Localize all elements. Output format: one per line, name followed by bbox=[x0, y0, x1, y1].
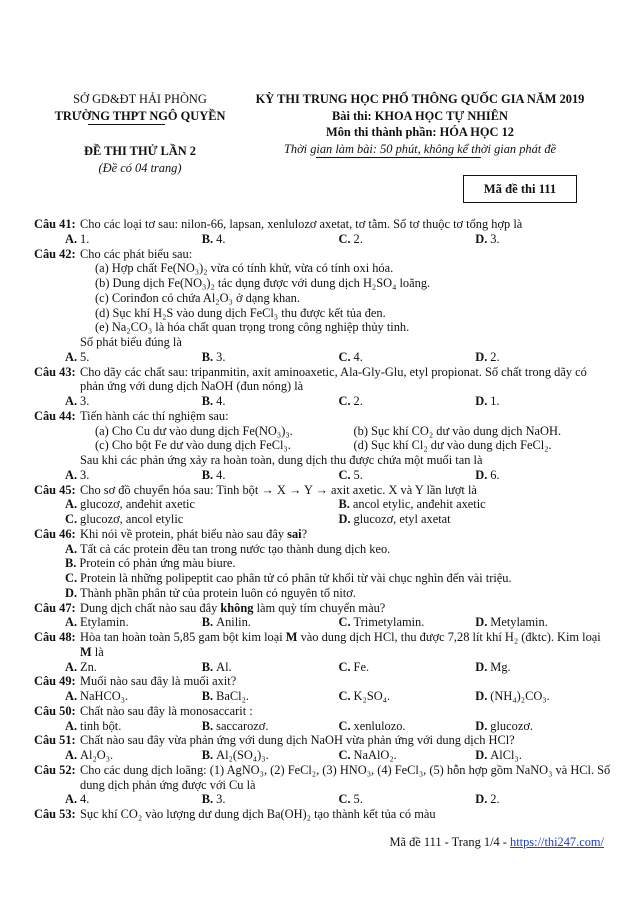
options-row bbox=[34, 512, 612, 527]
question-number: Câu 43: bbox=[34, 364, 76, 379]
option-letter: C. bbox=[338, 231, 351, 246]
statement-row bbox=[34, 438, 612, 453]
statement: (a) Hợp chất Fe(NO₃)₂ vừa có tính khử, vừa có tính oxi hóa. bbox=[95, 261, 394, 276]
question-prompt: Sau khi các phản ứng xảy ra hoàn toàn, dung dịch thu được chứa một muối tan là bbox=[80, 453, 483, 467]
answer-option[interactable] bbox=[65, 232, 202, 247]
question-number: Câu 53: bbox=[34, 807, 76, 821]
answer-option[interactable] bbox=[202, 350, 339, 365]
option-letter: C. bbox=[338, 659, 351, 674]
answer-option[interactable] bbox=[339, 792, 476, 807]
answer-option[interactable] bbox=[65, 792, 202, 807]
option-letter: C. bbox=[338, 718, 351, 733]
option-text: 4. bbox=[80, 792, 90, 807]
option-letter: A. bbox=[65, 467, 78, 482]
option-letter: A. bbox=[65, 394, 78, 408]
options-row bbox=[34, 232, 612, 247]
question-text: Tiến hành các thí nghiệm sau: bbox=[80, 408, 229, 423]
statement: (c) Cho bột Fe dư vào dung dịch FeCl₃. bbox=[95, 438, 291, 453]
option-text: glucozơ, etyl axetat bbox=[353, 512, 451, 526]
option-text: Etylamin. bbox=[80, 615, 129, 630]
option-letter: A. bbox=[65, 718, 78, 733]
options-row bbox=[34, 586, 612, 601]
question-stem bbox=[34, 704, 612, 719]
question bbox=[34, 807, 612, 822]
option-letter: B. bbox=[201, 792, 214, 807]
options-row bbox=[34, 497, 612, 512]
question-text: là bbox=[91, 644, 104, 659]
option-letter: A. bbox=[65, 659, 78, 674]
question-text-emphasis: M bbox=[80, 644, 92, 659]
answer-option[interactable] bbox=[339, 719, 476, 734]
option-text: Thành phần phân tử của protein luôn có nguyên tố nitơ. bbox=[80, 585, 356, 600]
answer-option[interactable] bbox=[202, 660, 339, 675]
option-text: K₂SO₄. bbox=[353, 689, 391, 703]
answer-option[interactable] bbox=[339, 232, 476, 247]
option-letter: A. bbox=[65, 497, 78, 512]
question-stem bbox=[34, 807, 612, 822]
statement: (d) Sục khí Cl₂ dư vào dung dịch FeCl₂. bbox=[353, 438, 552, 453]
question-stem bbox=[34, 365, 612, 395]
option-text: 2. bbox=[353, 231, 363, 246]
question-text: Chất nào sau đây vừa phản ứng với dung dịch NaOH vừa phản ứng với dung dịch HCl? bbox=[80, 733, 515, 748]
answer-option[interactable] bbox=[475, 792, 612, 807]
question-number: Câu 47: bbox=[34, 600, 76, 615]
options-row bbox=[34, 350, 612, 365]
answer-option[interactable] bbox=[339, 350, 476, 365]
option-text: 3. bbox=[216, 349, 226, 364]
answer-option[interactable] bbox=[202, 748, 339, 763]
option-letter: C. bbox=[65, 571, 78, 585]
question-number: Câu 41: bbox=[34, 217, 76, 231]
statement-row bbox=[34, 424, 612, 439]
school-name: TRƯỜNG THPT NGÔ QUYỀN bbox=[54, 108, 226, 123]
question-text: Sục khí CO₂ vào lượng dư dung dịch Ba(OH)₂ tạo thành kết tủa có màu bbox=[80, 807, 436, 821]
answer-option[interactable] bbox=[65, 571, 605, 586]
option-text: 3. bbox=[80, 394, 90, 408]
question-stem bbox=[34, 483, 612, 498]
option-text: (NH₄)₂CO₃. bbox=[490, 689, 550, 703]
option-text: tinh bột. bbox=[80, 718, 122, 733]
answer-option[interactable] bbox=[339, 689, 476, 704]
option-text: ancol etylic, anđehit axetic bbox=[352, 497, 486, 512]
option-text: 2. bbox=[490, 349, 500, 364]
question-number: Câu 52: bbox=[34, 762, 76, 777]
option-letter: D. bbox=[338, 512, 351, 526]
question bbox=[34, 247, 612, 365]
question-stem bbox=[34, 733, 612, 748]
option-letter: C. bbox=[338, 689, 351, 703]
options-row bbox=[34, 689, 612, 704]
answer-option[interactable] bbox=[475, 615, 612, 630]
option-text: glucozơ, ancol etylic bbox=[80, 512, 184, 526]
option-letter: B. bbox=[201, 349, 214, 364]
option-letter: D. bbox=[475, 231, 488, 246]
option-text: AlCl₃. bbox=[490, 748, 522, 762]
question-text: Cho các dung dịch loãng: (1) AgNO₃, (2) FeCl₂, (3) HNO₃, (4) FeCl₃, (5) hỗn hợp gồm NaNO₃ và HCl. Số dung dịch phản ứng được với Cu là bbox=[80, 762, 611, 792]
option-letter: A. bbox=[65, 231, 78, 246]
question-text: Dung dịch chất nào sau đây bbox=[80, 600, 221, 615]
department-name: SỞ GD&ĐT HẢI PHÒNG bbox=[73, 92, 207, 106]
website-link[interactable]: https://thi247.com/ bbox=[510, 835, 604, 849]
option-letter: B. bbox=[65, 556, 77, 571]
question-list bbox=[34, 217, 612, 822]
exam-code-box: Mã đề thi 111 bbox=[463, 175, 577, 203]
question bbox=[34, 483, 612, 527]
answer-option[interactable] bbox=[475, 689, 612, 704]
option-text: 4. bbox=[216, 231, 226, 246]
option-text: Protein là những polipeptit cao phân tử có phân tử khối từ vài chục nghìn đến vài triệu. bbox=[80, 571, 512, 585]
option-letter: C. bbox=[338, 615, 351, 630]
option-text: Metylamin. bbox=[490, 615, 548, 630]
question bbox=[34, 527, 612, 601]
question-number: Câu 45: bbox=[34, 482, 76, 497]
option-letter: C. bbox=[65, 512, 78, 526]
time-underline bbox=[316, 157, 481, 158]
option-text: Al₂(SO₄)₃. bbox=[216, 748, 269, 762]
answer-option[interactable] bbox=[65, 660, 202, 675]
question-number: Câu 51: bbox=[34, 733, 76, 748]
options-row bbox=[34, 719, 612, 734]
option-text: 4. bbox=[216, 467, 226, 482]
option-letter: D. bbox=[65, 585, 78, 600]
option-text: Tất cả các protein đều tan trong nước tạo thành dung dịch keo. bbox=[80, 541, 391, 556]
option-text: saccarozơ. bbox=[216, 718, 269, 733]
statement: (d) Sục khí H₂S vào dung dịch FeCl₃ thu được kết tủa đen. bbox=[95, 305, 386, 320]
option-letter: B. bbox=[201, 231, 214, 246]
option-letter: B. bbox=[201, 394, 214, 408]
options-row bbox=[34, 660, 612, 675]
exam-round: ĐỀ THI THỬ LẦN 2 bbox=[84, 144, 196, 158]
answer-option[interactable] bbox=[202, 719, 339, 734]
option-letter: B. bbox=[201, 718, 214, 733]
options-row bbox=[34, 556, 612, 571]
answer-option[interactable] bbox=[202, 468, 339, 483]
question bbox=[34, 763, 612, 807]
answer-option[interactable] bbox=[65, 556, 605, 571]
question-stem bbox=[34, 763, 612, 793]
pages-note: (Đề có 04 trang) bbox=[98, 160, 182, 175]
option-text: xenlulozo. bbox=[353, 718, 406, 733]
answer-option[interactable] bbox=[339, 748, 476, 763]
option-letter: D. bbox=[475, 394, 488, 408]
option-letter: D. bbox=[475, 349, 488, 364]
answer-option[interactable] bbox=[339, 497, 613, 512]
test-name: Bài thi: KHOA HỌC TỰ NHIÊN bbox=[332, 108, 508, 123]
answer-option[interactable] bbox=[65, 689, 202, 704]
question-number: Câu 44: bbox=[34, 408, 76, 423]
answer-option[interactable] bbox=[339, 512, 613, 527]
option-text: 3. bbox=[490, 231, 500, 246]
question-stem bbox=[34, 674, 612, 689]
question-text: Chất nào sau đây là monosaccarit : bbox=[80, 703, 253, 718]
answer-option[interactable] bbox=[339, 468, 476, 483]
exam-title: KỲ THI TRUNG HỌC PHỔ THÔNG QUỐC GIA NĂM 2019 bbox=[255, 92, 585, 106]
question-text: Cho các phát biểu sau: bbox=[80, 246, 193, 261]
option-text: NaHCO₃. bbox=[80, 689, 129, 703]
option-text: 4. bbox=[353, 349, 363, 364]
subject: Môn thi thành phần: HÓA HỌC 12 bbox=[326, 125, 514, 139]
question bbox=[34, 217, 612, 247]
options-row bbox=[34, 542, 612, 557]
answer-option[interactable] bbox=[202, 615, 339, 630]
page-footer bbox=[389, 835, 604, 850]
option-text: 1. bbox=[80, 231, 90, 246]
statement: (c) Corinđon có chứa Al₂O₃ ở dạng khan. bbox=[95, 290, 300, 305]
options-row bbox=[34, 792, 612, 807]
question-text: Cho các loại tơ sau: nilon-66, lapsan, xenlulozơ axetat, tơ tằm. Số tơ thuộc tơ tổng hợp là bbox=[80, 217, 523, 231]
option-text: 2. bbox=[353, 394, 363, 408]
answer-option[interactable] bbox=[475, 719, 612, 734]
option-text: Mg. bbox=[490, 659, 511, 674]
school-underline bbox=[88, 124, 165, 125]
statement: (b) Dung dịch Fe(NO₃)₂ tác dụng được với dung dịch H₂SO₄ loãng. bbox=[95, 276, 431, 290]
question-text-emphasis: M bbox=[285, 630, 298, 644]
option-text: BaCl₂. bbox=[216, 689, 250, 703]
option-letter: A. bbox=[65, 689, 78, 703]
option-letter: D. bbox=[475, 615, 488, 630]
question-number: Câu 48: bbox=[34, 630, 76, 644]
question-text-emphasis: sai bbox=[287, 526, 302, 541]
option-letter: B. bbox=[201, 748, 214, 762]
question-text: ? bbox=[301, 526, 308, 541]
statement: (a) Cho Cu dư vào dung dịch Fe(NO₃)₃. bbox=[95, 423, 293, 438]
question-stem bbox=[34, 409, 612, 424]
answer-option[interactable] bbox=[65, 394, 202, 409]
question-prompt: Số phát biểu đúng là bbox=[80, 335, 182, 349]
answer-option[interactable] bbox=[65, 468, 202, 483]
option-letter: A. bbox=[65, 615, 78, 630]
question-text: Muối nào sau đây là muối axit? bbox=[80, 674, 237, 689]
question bbox=[34, 733, 612, 763]
option-text: 5. bbox=[353, 792, 363, 807]
option-text: 1. bbox=[490, 394, 500, 408]
answer-option[interactable] bbox=[65, 497, 339, 512]
options-row bbox=[34, 394, 612, 409]
answer-option[interactable] bbox=[475, 748, 612, 763]
option-text: Zn. bbox=[80, 659, 97, 674]
statement: (e) Na₂CO₃ là hóa chất quan trọng trong công nghiệp thủy tinh. bbox=[95, 320, 410, 335]
question-text-emphasis: không bbox=[220, 600, 254, 615]
header-right bbox=[230, 91, 610, 157]
question-stem bbox=[34, 527, 612, 542]
option-letter: D. bbox=[475, 659, 488, 674]
answer-option[interactable] bbox=[65, 350, 202, 365]
option-letter: A. bbox=[65, 349, 78, 364]
option-letter: A. bbox=[65, 748, 78, 762]
option-letter: C. bbox=[338, 349, 351, 364]
option-letter: C. bbox=[338, 792, 351, 807]
answer-option[interactable] bbox=[475, 660, 612, 675]
option-letter: B. bbox=[201, 615, 214, 630]
answer-option[interactable] bbox=[339, 660, 476, 675]
answer-option[interactable] bbox=[202, 792, 339, 807]
option-letter: D. bbox=[475, 748, 488, 762]
question-text: Cho dãy các chất sau: tripanmitin, axit aminoaxetic, Ala-Gly-Glu, etyl propionat. Số chất trong dãy có phản ứng với dung dịch NaOH (đun nóng) là bbox=[80, 364, 587, 394]
option-letter: C. bbox=[338, 748, 351, 762]
option-letter: A. bbox=[65, 541, 78, 556]
question bbox=[34, 674, 612, 704]
answer-option[interactable] bbox=[339, 615, 476, 630]
options-row bbox=[34, 571, 612, 586]
option-letter: D. bbox=[475, 792, 488, 807]
question-stem bbox=[34, 601, 612, 616]
answer-option[interactable] bbox=[65, 586, 605, 601]
header-left bbox=[40, 91, 240, 176]
option-text: Anilin. bbox=[216, 615, 251, 630]
option-letter: A. bbox=[65, 792, 78, 807]
option-text: Al. bbox=[216, 659, 232, 674]
answer-option[interactable] bbox=[475, 468, 612, 483]
option-text: 2. bbox=[490, 792, 500, 807]
option-text: 5. bbox=[353, 467, 363, 482]
option-letter: B. bbox=[201, 659, 214, 674]
answer-option[interactable] bbox=[202, 394, 339, 409]
option-text: 5. bbox=[80, 349, 90, 364]
option-letter: D. bbox=[475, 467, 488, 482]
option-letter: D. bbox=[475, 689, 488, 703]
option-text: Fe. bbox=[353, 659, 370, 674]
answer-option[interactable] bbox=[475, 350, 612, 365]
option-text: 3. bbox=[80, 467, 90, 482]
question-text: Cho sơ đồ chuyển hóa sau: Tinh bột → X → Y → axit axetic. X và Y lần lượt là bbox=[80, 482, 477, 497]
question-stem bbox=[34, 247, 612, 262]
option-letter: C. bbox=[338, 394, 351, 408]
answer-option[interactable] bbox=[202, 689, 339, 704]
options-row bbox=[34, 748, 612, 763]
answer-option[interactable] bbox=[65, 512, 339, 527]
option-text: 4. bbox=[216, 394, 226, 408]
option-letter: B. bbox=[201, 689, 214, 703]
page-info: Mã đề 111 - Trang 1/4 - bbox=[389, 835, 511, 849]
question-text: Hòa tan hoàn toàn 5,85 gam bột kim loại bbox=[80, 630, 286, 644]
question-text: Khi nói về protein, phát biểu nào sau đây bbox=[80, 526, 288, 541]
question bbox=[34, 409, 612, 483]
answer-option[interactable] bbox=[475, 394, 612, 409]
question-number: Câu 42: bbox=[34, 246, 76, 261]
question-stem bbox=[34, 630, 612, 660]
time-note: Thời gian làm bài: 50 phút, không kể thời gian phát đề bbox=[283, 141, 557, 156]
options-row bbox=[34, 615, 612, 630]
option-letter: D. bbox=[475, 718, 488, 733]
option-text: NaAlO₂. bbox=[353, 748, 397, 762]
option-text: 3. bbox=[216, 792, 226, 807]
option-letter: B. bbox=[338, 497, 350, 512]
question bbox=[34, 630, 612, 674]
answer-option[interactable] bbox=[202, 232, 339, 247]
question-number: Câu 46: bbox=[34, 526, 76, 541]
answer-option[interactable] bbox=[65, 719, 202, 734]
question bbox=[34, 365, 612, 409]
option-text: glucozơ. bbox=[490, 718, 533, 733]
option-text: Al₂O₃. bbox=[80, 748, 114, 762]
answer-option[interactable] bbox=[475, 232, 612, 247]
option-text: 6. bbox=[490, 467, 500, 482]
option-text: Protein có phản ứng màu biure. bbox=[79, 556, 236, 571]
option-letter: C. bbox=[338, 467, 351, 482]
question bbox=[34, 704, 612, 734]
answer-option[interactable] bbox=[339, 394, 476, 409]
answer-option[interactable] bbox=[65, 542, 605, 557]
statement: (b) Sục khí CO₂ dư vào dung dịch NaOH. bbox=[353, 423, 562, 438]
option-text: glucozơ, anđehit axetic bbox=[80, 497, 195, 512]
question-text: vào dung dịch HCl, thu được 7,28 lít khí H₂ (đktc). Kim loại bbox=[297, 630, 601, 644]
option-text: Trimetylamin. bbox=[353, 615, 425, 630]
answer-option[interactable] bbox=[65, 748, 202, 763]
question-number: Câu 49: bbox=[34, 674, 76, 689]
option-letter: B. bbox=[201, 467, 214, 482]
answer-option[interactable] bbox=[65, 615, 202, 630]
question bbox=[34, 601, 612, 631]
options-row bbox=[34, 468, 612, 483]
question-text: làm quỳ tím chuyển màu? bbox=[253, 600, 386, 615]
question-number: Câu 50: bbox=[34, 703, 76, 718]
question-stem bbox=[34, 217, 612, 232]
